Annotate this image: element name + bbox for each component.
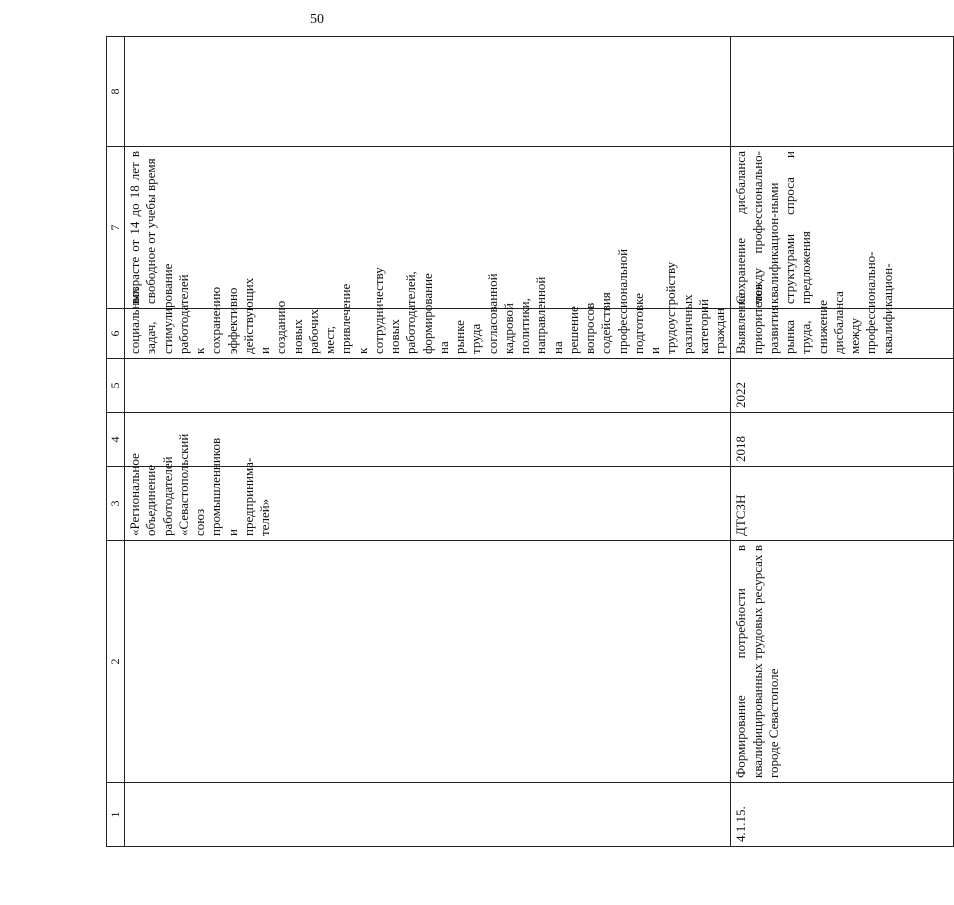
cell-empty <box>125 37 731 147</box>
cell-executor: ДТСЗН <box>731 467 954 541</box>
cell-name <box>125 541 731 783</box>
cell-name: Формирование потребности в квалифицированных трудовых ресурсах в городе Севастополе <box>731 541 954 783</box>
program-table <box>106 36 954 847</box>
col-header-4: 4 <box>107 413 125 467</box>
cell-num: 4.1.15. <box>731 783 954 847</box>
cell-start: 2018 <box>731 413 954 467</box>
rotated-table-sheet <box>106 37 895 847</box>
cell-num <box>125 783 731 847</box>
cell-result: Выявление приоритетов развития рынка труда, снижение дисбаланса между профессионально-квалификацион- <box>731 309 954 359</box>
header-row <box>107 37 125 847</box>
col-header-6: 6 <box>107 309 125 359</box>
cell-links: Сохранение дисбаланса между профессионально-квалификацион-ными структурами спроса и предложения <box>731 147 954 309</box>
table-row <box>125 37 731 847</box>
cell-result: социальных задач, стимулирование работодателей к сохранению эффективно действующих и созданию новых рабочих мест, привлечение к сотрудничеству новых работодателей, формирование на рынке труда согласованной кадровой политики, направленной на решение вопросов содействия профессиональной подготовке и трудоустройству различных категорий граждан <box>125 309 731 359</box>
cell-links: возрасте от 14 до 18 лет в свободное от учебы время <box>125 147 731 309</box>
col-header-8: 8 <box>107 37 125 147</box>
col-header-3: 3 <box>107 467 125 541</box>
cell-end: 2022 <box>731 359 954 413</box>
col-header-1: 1 <box>107 783 125 847</box>
page-number: 50 <box>310 12 324 27</box>
cell-executor: «Региональное объединение работодателей «Севастопольский союз промышленников и предпринима-телей» <box>125 467 731 541</box>
col-header-7: 7 <box>107 147 125 309</box>
cell-end <box>125 359 731 413</box>
table-row <box>731 37 954 847</box>
col-header-2: 2 <box>107 541 125 783</box>
cell-empty <box>731 37 954 147</box>
col-header-5: 5 <box>107 359 125 413</box>
